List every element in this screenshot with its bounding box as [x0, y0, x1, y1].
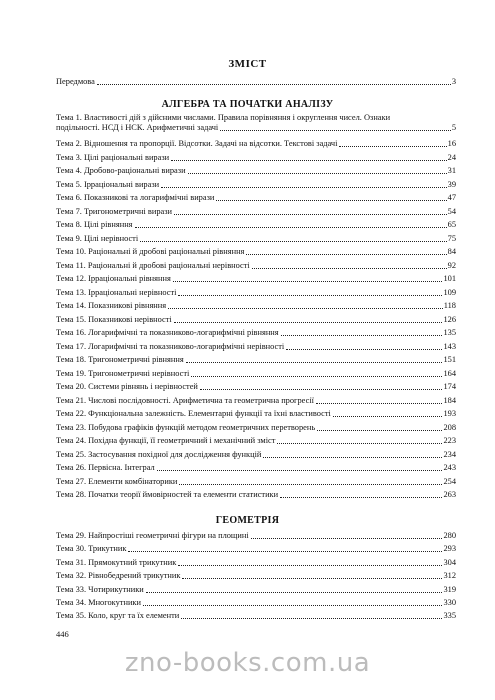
- toc-entry-label: Тема 27. Елементи комбінаторики: [56, 476, 178, 486]
- toc-leader: [280, 497, 442, 498]
- section-heading-geometry: ГЕОМЕТРІЯ: [215, 515, 280, 526]
- toc-entry-label: Тема 3. Цілі раціональні вирази: [56, 152, 170, 162]
- toc-entry-label: Тема 15. Показникові нерівності: [56, 314, 172, 324]
- toc-leader: [174, 214, 447, 215]
- toc-leader: [252, 268, 447, 269]
- toc-entry: [56, 594, 456, 608]
- toc-entry-label: Тема 24. Похідна функції, її геометричний і механічний зміст: [56, 436, 276, 445]
- toc-entry-page: 47: [447, 193, 456, 202]
- toc-entry-page: 135: [443, 328, 456, 337]
- toc-entry-label: Тема 12. Ірраціональні рівняння: [56, 274, 171, 283]
- toc-entry-page: 118: [443, 301, 456, 310]
- toc-entry-label: Тема 6. Показникові та логарифмічні вирази: [56, 193, 215, 202]
- toc-entry-label: Передмова: [56, 77, 95, 86]
- toc-leader: [171, 160, 447, 161]
- toc-entry-page: 223: [443, 436, 456, 445]
- toc-entry-page: 243: [443, 463, 456, 472]
- toc-entry-page: 174: [443, 382, 456, 391]
- toc-entry: [56, 365, 456, 379]
- toc-entry-page: 330: [443, 598, 456, 607]
- toc-entry-page: 280: [443, 531, 456, 540]
- toc-leader: [333, 416, 443, 417]
- toc-leader: [161, 187, 447, 188]
- toc-leader: [191, 376, 442, 377]
- page-number: 446: [56, 629, 69, 639]
- toc-entry: [56, 419, 456, 433]
- toc-entry: [56, 527, 456, 541]
- toc-leader: [146, 592, 443, 593]
- toc-leader: [281, 335, 443, 336]
- toc-leader: [168, 308, 443, 309]
- toc-leader: [135, 227, 447, 228]
- toc-entry: [56, 351, 456, 365]
- toc-leader: [173, 281, 443, 282]
- toc-entry-label: Тема 22. Функціональна залежність. Елементарні функції та їхні властивості: [56, 409, 331, 418]
- toc-leader: [97, 84, 451, 85]
- toc-entry-page: 293: [443, 544, 456, 554]
- toc-entry: [56, 230, 456, 244]
- toc-entry: [56, 554, 456, 568]
- toc-entry-page: 184: [443, 395, 456, 405]
- toc-leader: [188, 173, 447, 174]
- toc-entry-label: Тема 9. Цілі нерівності: [56, 233, 139, 243]
- toc-entry-page: 5: [451, 123, 456, 132]
- toc-entry-label: Тема 20. Системи рівнянь і нерівностей: [56, 382, 198, 391]
- toc-entry-page: 126: [443, 314, 456, 324]
- toc-entry: [56, 189, 456, 203]
- toc-entry-preface: [56, 73, 456, 87]
- toc-entry: [56, 311, 456, 325]
- toc-leader: [186, 362, 443, 363]
- toc-entry-page: 75: [447, 233, 456, 243]
- toc-entry: [56, 162, 456, 176]
- toc-entry: [56, 149, 456, 163]
- toc-entry: [56, 338, 456, 352]
- toc-entry: [56, 473, 456, 487]
- toc-leader: [179, 484, 442, 485]
- toc-leader: [317, 430, 442, 431]
- toc-entry-label: Тема 23. Побудова графіків функцій методом геометричних перетворень: [56, 422, 316, 432]
- toc-leader: [216, 200, 446, 201]
- toc-entry-page: 31: [447, 166, 456, 175]
- toc-entry-page: 101: [443, 274, 456, 283]
- toc-entry-page: 109: [443, 287, 456, 297]
- toc-entry-label: Тема 34. Многокутники: [56, 598, 141, 607]
- toc-leader: [143, 605, 442, 606]
- toc-entry-label: Тема 10. Раціональні й дробові раціональні рівняння: [56, 247, 245, 256]
- toc-entry-page: 151: [443, 355, 456, 364]
- toc-leader: [157, 470, 443, 471]
- toc-entry-label: Тема 30. Трикутник: [56, 544, 127, 554]
- toc-entry-label: Тема 14. Показникові рівняння: [56, 301, 167, 310]
- toc-entry-page: 54: [447, 206, 456, 216]
- toc-entry-label: Тема 32. Рівнобедрений трикутник: [56, 571, 181, 581]
- toc-entry: [56, 567, 456, 581]
- toc-entry-page: 304: [443, 557, 456, 567]
- toc-entry: [56, 284, 456, 298]
- toc-entry: [56, 540, 456, 554]
- toc-entry-page: 92: [447, 260, 456, 270]
- toc-entry-label: Тема 31. Прямокутний трикутник: [56, 557, 177, 567]
- toc-entry-label: Тема 4. Дробово-раціональні вирази: [56, 166, 186, 175]
- toc-entry-page: 193: [443, 409, 456, 418]
- toc-entry-page: 143: [443, 341, 456, 351]
- site-watermark: zno-books.com.ua: [124, 648, 371, 678]
- toc-leader: [174, 322, 443, 323]
- toc-leader: [263, 457, 442, 458]
- toc-entry-page: 3: [451, 77, 456, 86]
- section-heading-algebra: АЛГЕБРА ТА ПОЧАТКИ АНАЛІЗУ: [161, 99, 334, 110]
- toc-entry-label: Тема 25. Застосування похідної для дослідження функцій: [56, 449, 262, 459]
- toc-entry-page: 254: [443, 476, 456, 486]
- toc-entry-label: Тема 2. Відношення та пропорції. Відсотки. Задачі на відсотки. Текстові задачі: [56, 139, 338, 148]
- toc-entry: [56, 405, 456, 419]
- toc-leader: [277, 443, 442, 444]
- toc-entry-page: 164: [443, 368, 456, 378]
- toc-entry-label: Тема 28. Початки теорії ймовірностей та елементи статистики: [56, 490, 279, 499]
- toc-entry: [56, 581, 456, 595]
- toc-entry: [56, 392, 456, 406]
- toc-entry: [56, 216, 456, 230]
- toc-entry-page: 39: [447, 179, 456, 189]
- toc-entry: [56, 203, 456, 217]
- toc-entry-page: 16: [447, 139, 456, 148]
- toc-entry-page: 234: [443, 449, 456, 459]
- toc-leader: [200, 389, 443, 390]
- toc-entry-label: Тема 7. Тригонометричні вирази: [56, 206, 173, 216]
- toc-leader: [220, 130, 451, 131]
- toc-leader: [128, 551, 442, 552]
- toc-entry-page: 24: [447, 152, 456, 162]
- toc-entry: [56, 459, 456, 473]
- toc-entry-label: Тема 11. Раціональні й дробові раціональні нерівності: [56, 260, 250, 270]
- toc-entry: [56, 270, 456, 284]
- toc-entry: [56, 607, 456, 621]
- toc-leader: [178, 295, 442, 296]
- toc-entry-label: Тема 5. Ірраціональні вирази: [56, 179, 160, 189]
- toc-entry-page: 312: [443, 571, 456, 581]
- toc-entry-label: Тема 35. Коло, круг та їх елементи: [56, 611, 180, 621]
- toc-entry: [56, 176, 456, 190]
- toc-entry-page: 319: [443, 584, 456, 594]
- toc-leader: [246, 254, 446, 255]
- toc-entry-topic-1-line-1: Тема 1. Властивості дій з дійсними числами. Правила порівняння і округлення чисел. Ознаки: [56, 113, 391, 122]
- toc-entry: [56, 243, 456, 257]
- toc-entry: [56, 446, 456, 460]
- toc-entry: [56, 257, 456, 271]
- toc-entry-label: Тема 13. Ірраціональні нерівності: [56, 287, 177, 297]
- toc-leader: [286, 349, 442, 350]
- toc-leader: [140, 241, 446, 242]
- toc-entry-label: Тема 33. Чотирикутники: [56, 584, 144, 594]
- toc-leader: [316, 403, 442, 404]
- toc-leader: [178, 565, 442, 566]
- toc-leader: [181, 618, 442, 619]
- toc-entry: [56, 486, 456, 500]
- toc-entry-topic-1: [56, 119, 456, 133]
- toc-entry-label: Тема 26. Первісна. Інтеграл: [56, 463, 155, 472]
- toc-entry-label: Тема 21. Числові послідовності. Арифметична та геометрична прогресії: [56, 395, 314, 405]
- toc-entry-label: Тема 8. Цілі рівняння: [56, 220, 133, 229]
- toc-entry-page: 65: [447, 220, 456, 229]
- page-title: ЗМІСТ: [228, 58, 267, 70]
- toc-entry-label: Тема 29. Найпростіші геометричні фігури на площині: [56, 531, 249, 540]
- toc-entry-page: 263: [443, 490, 456, 499]
- toc-leader: [339, 146, 446, 147]
- toc-leader: [182, 578, 442, 579]
- toc-entry: [56, 135, 456, 149]
- toc-entry: [56, 378, 456, 392]
- toc-entry: [56, 432, 456, 446]
- toc-entry-label: подільності. НСД і НСК. Арифметичні задачі: [56, 123, 219, 132]
- toc-leader: [251, 538, 443, 539]
- toc-entry-label: Тема 18. Тригонометричні рівняння: [56, 355, 184, 364]
- toc-entry-page: 335: [443, 611, 456, 621]
- toc-entry: [56, 324, 456, 338]
- toc-entry: [56, 297, 456, 311]
- toc-entry-page: 84: [447, 247, 456, 256]
- toc-entry-page: 208: [443, 422, 456, 432]
- toc-entry-label: Тема 16. Логарифмічні та показниково-логарифмічні рівняння: [56, 328, 279, 337]
- toc-entry-label: Тема 19. Тригонометричні нерівності: [56, 368, 190, 378]
- toc-entry-label: Тема 17. Логарифмічні та показниково-логарифмічні нерівності: [56, 341, 285, 351]
